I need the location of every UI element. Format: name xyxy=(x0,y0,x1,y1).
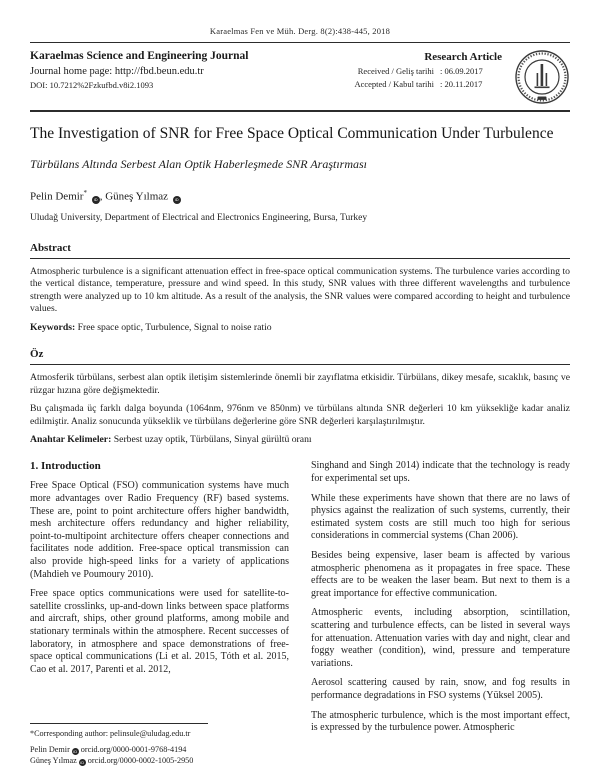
journal-info xyxy=(30,49,354,92)
body-paragraph: Free Space Optical (FSO) communication systems have much more advantages over Radio Frequency (RF) based systems. These are, point to point architecture offers higher bandwidth, mesh architecture offers redundancy and higher reliability, point-to-multipoint architecture offers cheaper connections and facilitates node addition. Free-space optical transmission can also provide high-speed links for a variety of applications (Mahdieh ve Poumoury 2010). xyxy=(30,480,289,580)
journal-name: Karaelmas Science and Engineering Journal xyxy=(30,50,249,62)
author-line xyxy=(30,189,570,204)
running-head-citation: Karaelmas Fen ve Müh. Derg. 8(2):438-445, 2018 xyxy=(209,26,391,36)
affiliation: Uludağ University, Department of Electrical and Electronics Engineering, Bursa, Turkey xyxy=(30,212,368,223)
orcid-1-name: Pelin Demir xyxy=(30,745,70,755)
university-seal-icon xyxy=(514,49,570,105)
orcid-icon[interactable]: iD xyxy=(173,196,181,204)
received-date-row xyxy=(354,65,502,78)
body-paragraph: While these experiments have shown that there are no laws of physics against the realization of such systems, currently, their estimated system costs are still much too high for serious considerations in commercial systems (Chan 2006). xyxy=(311,492,570,542)
orcid-entry-2 xyxy=(30,755,289,766)
abstract-heading: Abstract xyxy=(30,241,71,254)
oz-section xyxy=(30,348,570,445)
journal-header xyxy=(30,43,570,110)
corresponding-author-marker: * xyxy=(83,189,87,197)
anahtar-kelimeler-label: Anahtar Kelimeler: xyxy=(30,434,112,446)
footnote-rule xyxy=(30,723,208,724)
author-2-name: Güneş Yılmaz xyxy=(105,190,169,203)
orcid-entry-1 xyxy=(30,744,289,755)
keywords-text: Free space optic, Turbulence, Signal to noise ratio xyxy=(75,322,272,334)
orcid-2-name: Güneş Yılmaz xyxy=(30,756,77,766)
accepted-date-row xyxy=(354,78,502,91)
header-bottom-rule xyxy=(30,110,570,112)
right-column xyxy=(311,460,570,776)
anahtar-kelimeler-line xyxy=(30,434,570,445)
accepted-label: Accepted / Kabul tarihi xyxy=(354,78,434,89)
oz-paragraph-1: Atmosferik türbülans, serbest alan optik iletişim sistemlerinde önemli bir zayıflatma etkisidir. Türbülans, dikey mesafe, sıcaklık, basınç ve rüzgar hızına göre değişmektedir. xyxy=(30,372,570,396)
journal-homepage-link[interactable]: Journal home page: http://fbd.beun.edu.tr xyxy=(30,66,204,77)
orcid-icon[interactable]: iD xyxy=(92,196,100,204)
abstract-section xyxy=(30,242,570,333)
received-label: Received / Geliş tarihi xyxy=(357,66,434,76)
keywords-label: Keywords: xyxy=(30,322,76,334)
two-column-body xyxy=(30,460,570,776)
body-paragraph: Aerosol scattering caused by rain, snow, and fog results in performance degradations in FSO systems (Yüksel 2005). xyxy=(311,677,570,701)
body-paragraph: The atmospheric turbulence, which is the most important effect, is expressed by the turbulence power. Atmospheric xyxy=(311,709,570,734)
footnote-block xyxy=(30,723,289,776)
oz-heading: Öz xyxy=(30,348,44,361)
body-paragraph: Free space optics communications were used for satellite-to-satellite crosslinks, up-and-down links between space platforms and aircraft, ships, other ground platforms, among mobile and stationary terminals within the atmosphere. Recent successes of laboratory, in atmosphere and space demonstrations of free-space optical communications (Li et al. 2015, Tóth et al. 2015, Cao et al. 2017, Parenti et al. 2012, xyxy=(30,588,289,675)
paper-subtitle-turkish: Türbülans Altında Serbest Alan Optik Haberleşmede SNR Araştırması xyxy=(30,157,368,171)
oz-rule xyxy=(30,364,570,365)
section-heading-introduction: 1. Introduction xyxy=(30,460,101,473)
university-seal-logo xyxy=(514,49,570,105)
abstract-rule xyxy=(30,258,570,259)
body-paragraph: Atmospheric events, including absorption, scintillation, scattering and turbulence effects, can be listed in several ways for attenuation. Attenuation varies with day and night, clear and foggy weather (condition), wind, pressure and temperature variations. xyxy=(311,607,570,669)
anahtar-kelimeler-text: Serbest uzay optik, Türbülans, Sinyal gürültü oranı xyxy=(111,434,312,446)
accepted-value: : 20.11.2017 xyxy=(440,78,483,89)
author-1-name: Pelin Demir xyxy=(30,190,84,203)
article-type-label: Research Article xyxy=(424,51,502,63)
abstract-text: Atmospheric turbulence is a significant attenuation effect in free-space optical communication systems. The turbulence varies according to the vertical distance, temperature, pressure and wind speed. In this study, SNR values with three different wavelengths and turbulence strength were analyzed up to 10 km altitude. As a result of the analysis, the SNR values were compared according to height and turbulence values. xyxy=(30,265,570,315)
orcid-2-url[interactable]: orcid.org/0000-0002-1005-2950 xyxy=(87,756,194,766)
left-column xyxy=(30,460,289,776)
author-separator: , xyxy=(99,190,106,203)
received-value: : 06.09.2017 xyxy=(440,66,483,76)
paper-title: The Investigation of SNR for Free Space Optical Communication Under Turbulence xyxy=(30,125,554,142)
orcid-list xyxy=(30,744,289,766)
body-paragraph: Singhand and Singh 2014) indicate that the technology is ready for experimental set ups. xyxy=(311,460,570,484)
orcid-icon: iD xyxy=(73,749,78,755)
oz-paragraph-2: Bu çalışmada üç farklı dalga boyunda (1064nm, 976nm ve 850nm) ve türbülans altında SNR değerleri 10 km yüksekliğe kadar analiz edilmiştir. Analiz sonucunda yükseklik ve türbülans değerlerine göre SNR değerleri karşılaştırılmıştır. xyxy=(30,403,570,427)
article-meta xyxy=(354,49,502,90)
orcid-1-url[interactable]: orcid.org/0000-0001-9768-4194 xyxy=(80,745,187,755)
body-paragraph: Besides being expensive, laser beam is affected by various atmospheric phenomena as it propagates in free space. These effects are to be weaken the laser beam. But next to them is a great importance for effective communication. xyxy=(311,549,570,599)
doi-text: DOI: 10.7212%2Fzkufbd.v8i2.1093 xyxy=(30,80,154,90)
keywords-line xyxy=(30,322,570,333)
corresponding-author-note[interactable]: *Corresponding author: pelinsule@uludag.edu.tr xyxy=(30,729,191,739)
orcid-icon: iD xyxy=(80,760,85,766)
